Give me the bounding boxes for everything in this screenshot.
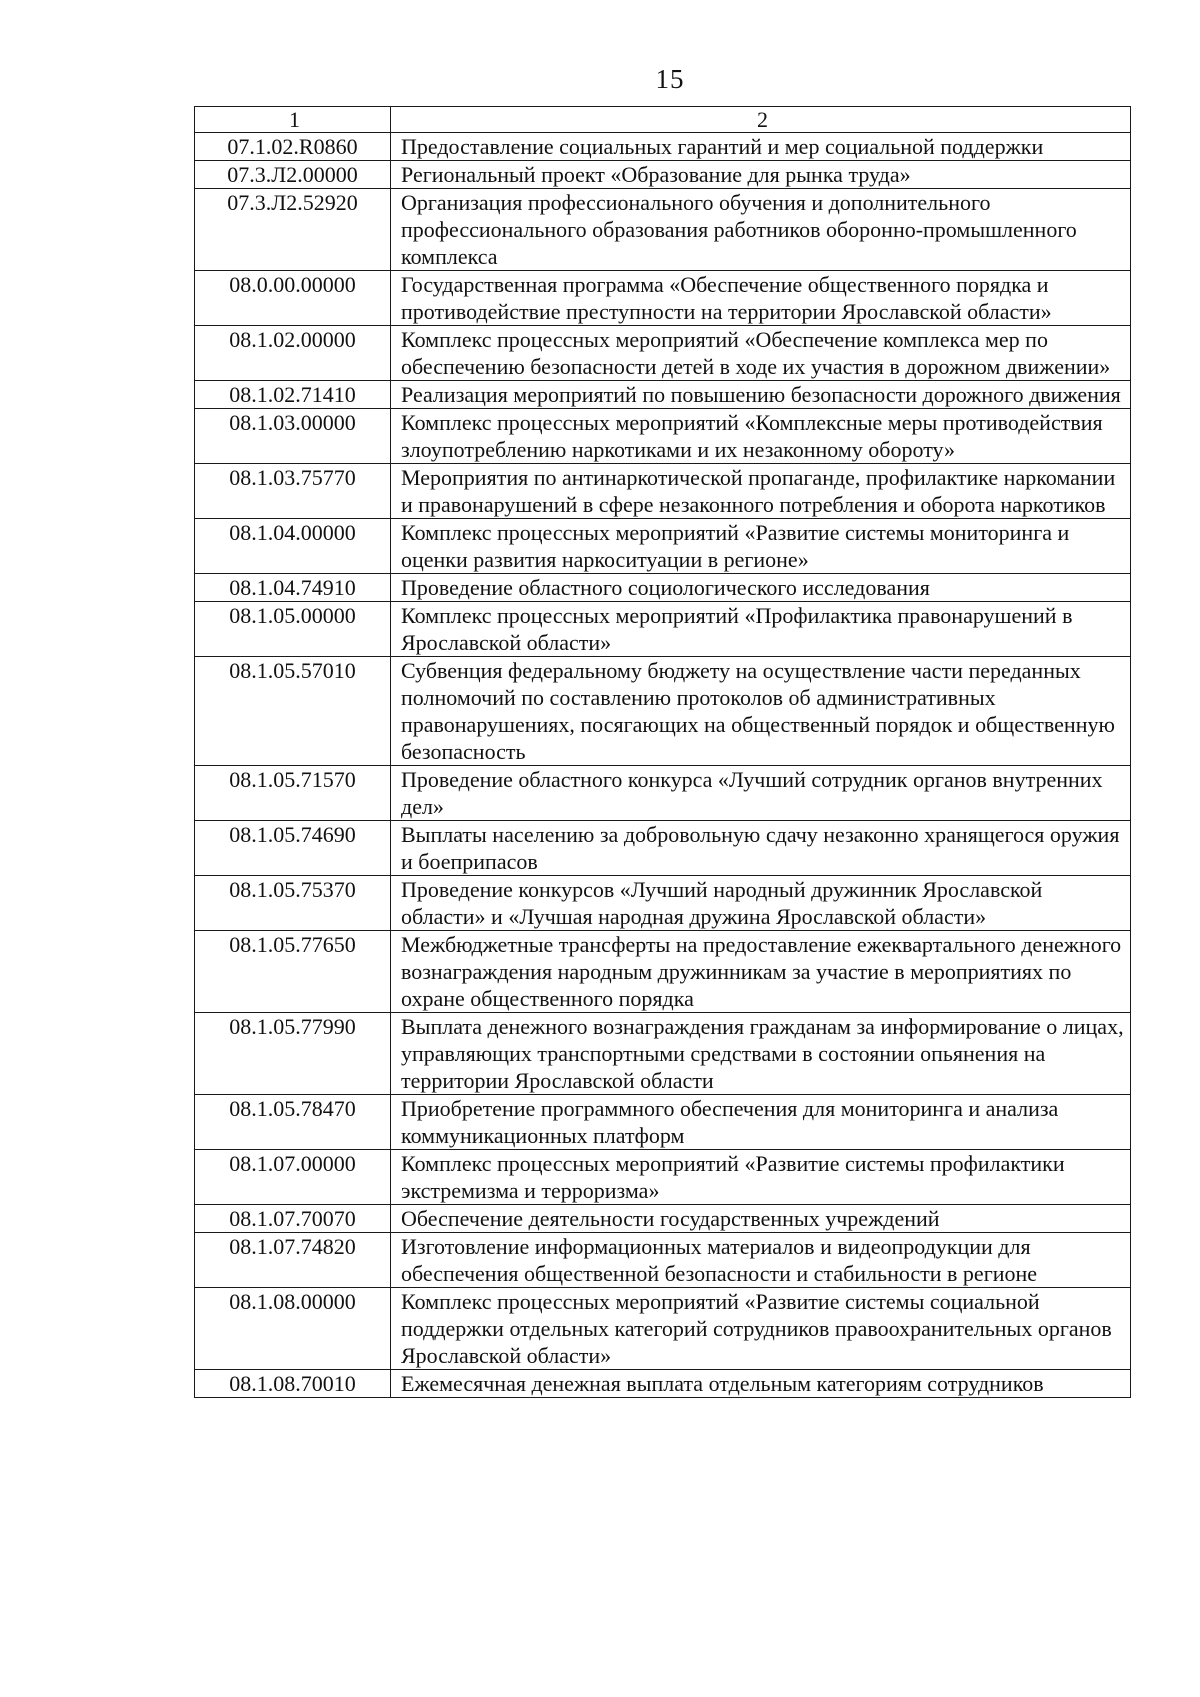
row-code: 07.3.Л2.00000 bbox=[195, 161, 391, 189]
row-name: Региональный проект «Образование для рынка труда» bbox=[391, 161, 1131, 189]
row-code: 08.1.03.00000 bbox=[195, 409, 391, 464]
table-row bbox=[195, 1013, 1131, 1095]
table-row bbox=[195, 133, 1131, 161]
budget-classification-table bbox=[194, 106, 1131, 1398]
row-code: 08.1.05.00000 bbox=[195, 602, 391, 657]
row-name: Субвенция федеральному бюджету на осуществление части переданных полномочий по составлению протоколов об административных правонарушениях, посягающих на общественный порядок и общественную безопасность bbox=[391, 657, 1131, 766]
row-code: 07.1.02.R0860 bbox=[195, 133, 391, 161]
row-code: 08.1.02.71410 bbox=[195, 381, 391, 409]
table-row bbox=[195, 464, 1131, 519]
row-code: 08.1.04.74910 bbox=[195, 574, 391, 602]
row-code: 08.1.05.78470 bbox=[195, 1095, 391, 1150]
row-code: 08.1.07.74820 bbox=[195, 1233, 391, 1288]
row-name: Ежемесячная денежная выплата отдельным категориям сотрудников bbox=[391, 1370, 1131, 1398]
row-name: Приобретение программного обеспечения для мониторинга и анализа коммуникационных платформ bbox=[391, 1095, 1131, 1150]
page-number: 15 bbox=[655, 64, 685, 94]
row-code: 08.1.03.75770 bbox=[195, 464, 391, 519]
table-row bbox=[195, 821, 1131, 876]
row-name: Межбюджетные трансферты на предоставление ежеквартального денежного вознаграждения народным дружинникам за участие в мероприятиях по охране общественного порядка bbox=[391, 931, 1131, 1013]
row-code: 08.1.05.57010 bbox=[195, 657, 391, 766]
row-code: 08.1.08.00000 bbox=[195, 1288, 391, 1370]
row-code: 08.1.07.70070 bbox=[195, 1205, 391, 1233]
table-row bbox=[195, 161, 1131, 189]
row-code: 08.0.00.00000 bbox=[195, 271, 391, 326]
row-code: 07.3.Л2.52920 bbox=[195, 189, 391, 271]
row-code: 08.1.05.71570 bbox=[195, 766, 391, 821]
row-name: Реализация мероприятий по повышению безопасности дорожного движения bbox=[391, 381, 1131, 409]
row-name: Комплекс процессных мероприятий «Комплексные меры противодействия злоупотреблению наркотиками и их незаконному обороту» bbox=[391, 409, 1131, 464]
row-name: Обеспечение деятельности государственных учреждений bbox=[391, 1205, 1131, 1233]
table-row bbox=[195, 602, 1131, 657]
row-code: 08.1.04.00000 bbox=[195, 519, 391, 574]
row-name: Выплаты населению за добровольную сдачу незаконно хранящегося оружия и боеприпасов bbox=[391, 821, 1131, 876]
table-row bbox=[195, 931, 1131, 1013]
table-header-row bbox=[195, 107, 1131, 133]
table-row bbox=[195, 876, 1131, 931]
table-row bbox=[195, 409, 1131, 464]
table-row bbox=[195, 766, 1131, 821]
row-code: 08.1.05.75370 bbox=[195, 876, 391, 931]
row-name: Комплекс процессных мероприятий «Развитие системы социальной поддержки отдельных категорий сотрудников правоохранительных органов Ярославской области» bbox=[391, 1288, 1131, 1370]
table-row bbox=[195, 271, 1131, 326]
row-code: 08.1.02.00000 bbox=[195, 326, 391, 381]
row-name: Проведение областного конкурса «Лучший сотрудник органов внутренних дел» bbox=[391, 766, 1131, 821]
row-name: Комплекс процессных мероприятий «Развитие системы профилактики экстремизма и терроризма» bbox=[391, 1150, 1131, 1205]
row-name: Мероприятия по антинаркотической пропаганде, профилактике наркомании и правонарушений в сфере незаконного потребления и оборота наркотиков bbox=[391, 464, 1131, 519]
table-row bbox=[195, 1288, 1131, 1370]
table-row bbox=[195, 1150, 1131, 1205]
table-row bbox=[195, 1095, 1131, 1150]
table-row bbox=[195, 1233, 1131, 1288]
row-name: Комплекс процессных мероприятий «Развитие системы мониторинга и оценки развития наркоситуации в регионе» bbox=[391, 519, 1131, 574]
row-code: 08.1.05.77650 bbox=[195, 931, 391, 1013]
row-name: Предоставление социальных гарантий и мер социальной поддержки bbox=[391, 133, 1131, 161]
row-name: Комплекс процессных мероприятий «Обеспечение комплекса мер по обеспечению безопасности детей в ходе их участия в дорожном движении» bbox=[391, 326, 1131, 381]
row-name: Проведение областного социологического исследования bbox=[391, 574, 1131, 602]
table-row bbox=[195, 1370, 1131, 1398]
row-name: Выплата денежного вознаграждения гражданам за информирование о лицах, управляющих транспортными средствами в состоянии опьянения на территории Ярославской области bbox=[391, 1013, 1131, 1095]
row-name: Комплекс процессных мероприятий «Профилактика правонарушений в Ярославской области» bbox=[391, 602, 1131, 657]
row-code: 08.1.05.74690 bbox=[195, 821, 391, 876]
table-row bbox=[195, 657, 1131, 766]
row-name: Организация профессионального обучения и дополнительного профессионального образования работников оборонно-промышленного комплекса bbox=[391, 189, 1131, 271]
table-row bbox=[195, 574, 1131, 602]
row-code: 08.1.08.70010 bbox=[195, 1370, 391, 1398]
table-row bbox=[195, 519, 1131, 574]
column-header-code: 1 bbox=[195, 107, 391, 133]
row-code: 08.1.05.77990 bbox=[195, 1013, 391, 1095]
row-name: Изготовление информационных материалов и видеопродукции для обеспечения общественной безопасности и стабильности в регионе bbox=[391, 1233, 1131, 1288]
row-name: Проведение конкурсов «Лучший народный дружинник Ярославской области» и «Лучшая народная дружина Ярославской области» bbox=[391, 876, 1131, 931]
row-name: Государственная программа «Обеспечение общественного порядка и противодействие преступности на территории Ярославской области» bbox=[391, 271, 1131, 326]
column-header-name: 2 bbox=[391, 107, 1131, 133]
budget-classification-table-wrap bbox=[194, 106, 1131, 1398]
row-code: 08.1.07.00000 bbox=[195, 1150, 391, 1205]
table-row bbox=[195, 1205, 1131, 1233]
table-row bbox=[195, 381, 1131, 409]
table-row bbox=[195, 189, 1131, 271]
table-body bbox=[195, 133, 1131, 1398]
table-row bbox=[195, 326, 1131, 381]
